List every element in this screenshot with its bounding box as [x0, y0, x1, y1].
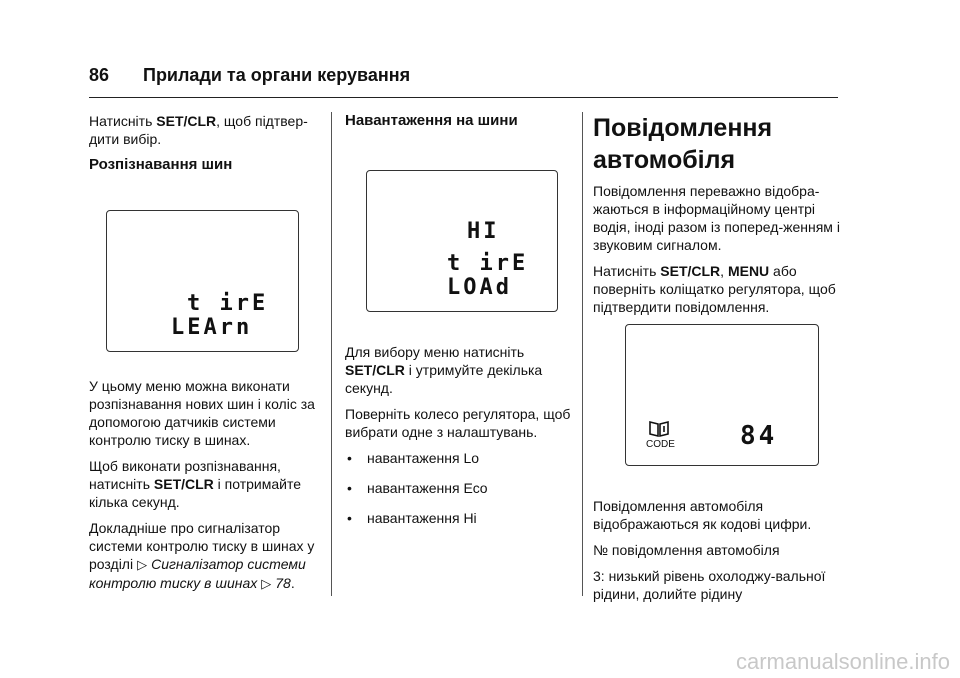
reference-arrow-icon: ▷: [137, 557, 148, 572]
column-tire-load: [345, 112, 585, 130]
tire-load-options: [345, 449, 585, 527]
tpms-link[interactable]: Сигналізатор системи контролю тиску в шинах: [89, 556, 306, 591]
display-line-tire: t irE: [447, 251, 529, 276]
paragraph-tire-learn-info: У цьому меню можна виконати розпізнавання нових шин і коліс за допомогою датчиків системи контролю тиску в шинах.: [89, 378, 315, 448]
column-vehicle-messages-body: [593, 497, 843, 611]
paragraph-messages-info: Повідомлення переважно відобра-жаються в інформаційному центрі водія, іноді разом із поперед-женням і звуковим сигналом.: [593, 183, 840, 253]
column-vehicle-messages: [593, 112, 843, 324]
column-divider-2: [582, 112, 583, 596]
watermark: carmanualsonline.info: [735, 649, 950, 674]
page-number: 86: [89, 65, 110, 85]
section-heading-tire-learn: Розпізнавання шин: [89, 156, 233, 173]
paragraph-message-3: 3: низький рівень охолоджу-вальної рідини, долийте рідину: [593, 568, 826, 602]
column-tire-learn-body: [89, 377, 319, 601]
display-tire-learn: [106, 210, 299, 352]
section-heading-tire-load: Навантаження на шини: [345, 112, 518, 129]
display-line-hi: HI: [467, 219, 500, 244]
display-line-learn: LEArn: [171, 315, 253, 340]
paragraph-tpms-reference: Докладніше про сигналізатор системи контролю тиску в шинах у розділі ▷ Сигналізатор системи контролю тиску в шинах ▷ 78.: [89, 520, 315, 591]
display-code-label: CODE: [646, 439, 675, 450]
section-heading-vehicle-messages: Повідомлення автомобіля: [593, 114, 773, 174]
page-arrow-icon: ▷: [261, 576, 272, 591]
display-tire-load: [366, 170, 558, 312]
paragraph-message-number: № повідомлення автомобіля: [593, 542, 780, 558]
tpms-page-link[interactable]: 78: [275, 575, 291, 591]
page-title: Прилади та органи керування: [143, 65, 411, 85]
display-line-tire: t irE: [187, 291, 269, 316]
column-divider-1: [331, 112, 332, 596]
list-item: • навантаження Hi: [345, 509, 585, 527]
paragraph-tire-load-dial: Поверніть колесо регулятора, щоб вибрати одне з налаштувань.: [345, 406, 571, 440]
paragraph-tire-load-select: Для вибору меню натисніть SET/CLR і утримуйте декілька секунд.: [345, 344, 543, 396]
display-vehicle-message: [625, 324, 819, 466]
header-rule: [89, 97, 838, 98]
intro-paragraph: Натисніть SET/CLR, щоб підтвер-дити вибір.: [89, 113, 308, 147]
column-tire-learn: [89, 112, 319, 174]
list-item: • навантаження Lo: [345, 449, 585, 467]
message-book-icon: [648, 420, 670, 438]
paragraph-tire-learn-howto: Щоб виконати розпізнавання, натисніть SET/CLR і потримайте кілька секунд.: [89, 458, 302, 510]
display-code-value: 84: [740, 421, 778, 451]
paragraph-messages-codes: Повідомлення автомобіля відображаються як кодові цифри.: [593, 498, 812, 532]
list-item: • навантаження Eco: [345, 479, 585, 497]
paragraph-messages-confirm: Натисніть SET/CLR, MENU або поверніть коліщатко регулятора, щоб підтвердити повідомлення.: [593, 263, 836, 315]
column-tire-load-body: [345, 343, 585, 539]
display-line-load: LOAd: [447, 275, 512, 300]
